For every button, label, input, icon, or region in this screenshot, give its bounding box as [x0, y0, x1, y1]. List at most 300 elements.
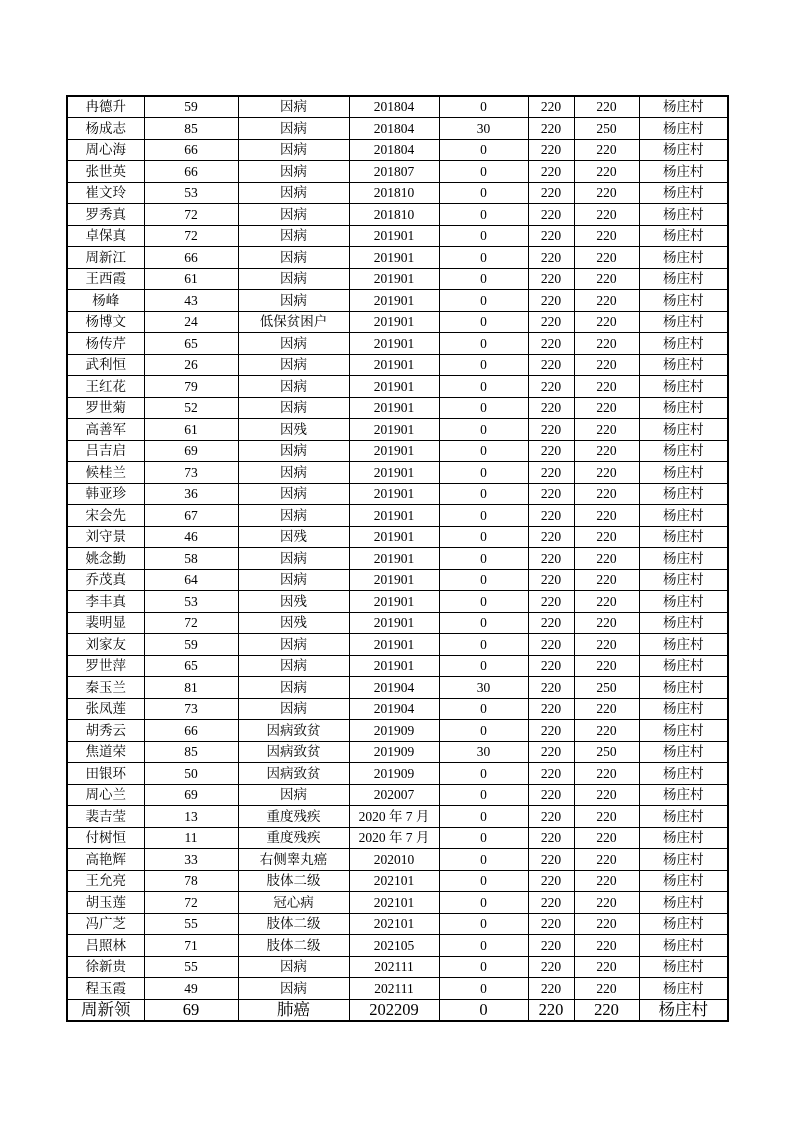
cell-base: 220 [528, 139, 574, 161]
cell-village: 杨庄村 [639, 698, 728, 720]
cell-name: 徐新贵 [67, 956, 144, 978]
cell-name: 周新江 [67, 247, 144, 269]
cell-extra: 0 [439, 247, 528, 269]
cell-age: 64 [144, 569, 238, 591]
cell-age: 13 [144, 806, 238, 828]
cell-base: 220 [528, 96, 574, 118]
cell-age: 66 [144, 247, 238, 269]
cell-name: 裴吉莹 [67, 806, 144, 828]
cell-total: 220 [574, 290, 639, 312]
cell-total: 220 [574, 376, 639, 398]
cell-date: 201909 [349, 720, 439, 742]
cell-extra: 0 [439, 419, 528, 441]
cell-total: 220 [574, 204, 639, 226]
cell-name: 王红花 [67, 376, 144, 398]
cell-village: 杨庄村 [639, 505, 728, 527]
cell-date: 201901 [349, 311, 439, 333]
cell-age: 61 [144, 268, 238, 290]
cell-reason: 重度残疾 [238, 806, 349, 828]
cell-village: 杨庄村 [639, 182, 728, 204]
cell-total: 220 [574, 784, 639, 806]
cell-date: 201901 [349, 397, 439, 419]
cell-reason: 因病 [238, 548, 349, 570]
cell-base: 220 [528, 440, 574, 462]
cell-age: 69 [144, 440, 238, 462]
cell-date: 202105 [349, 935, 439, 957]
cell-reason: 因病 [238, 784, 349, 806]
table-row [67, 311, 728, 333]
cell-name: 罗世萍 [67, 655, 144, 677]
cell-age: 73 [144, 462, 238, 484]
cell-village: 杨庄村 [639, 311, 728, 333]
cell-name: 吕照林 [67, 935, 144, 957]
cell-name: 王西霞 [67, 268, 144, 290]
cell-name: 乔茂真 [67, 569, 144, 591]
cell-total: 220 [574, 182, 639, 204]
cell-reason: 因残 [238, 419, 349, 441]
cell-age: 55 [144, 956, 238, 978]
cell-total: 220 [574, 999, 639, 1021]
cell-reason: 因病致贫 [238, 720, 349, 742]
table-row [67, 505, 728, 527]
cell-name: 宋会先 [67, 505, 144, 527]
cell-name: 刘守景 [67, 526, 144, 548]
cell-name: 裴明显 [67, 612, 144, 634]
cell-reason: 因病 [238, 354, 349, 376]
cell-total: 220 [574, 505, 639, 527]
table-row [67, 397, 728, 419]
cell-extra: 0 [439, 526, 528, 548]
cell-date: 201901 [349, 591, 439, 613]
cell-extra: 0 [439, 612, 528, 634]
cell-reason: 因病 [238, 333, 349, 355]
table-row [67, 569, 728, 591]
cell-total: 220 [574, 591, 639, 613]
cell-reason: 肢体二级 [238, 935, 349, 957]
cell-age: 43 [144, 290, 238, 312]
cell-village: 杨庄村 [639, 225, 728, 247]
cell-base: 220 [528, 225, 574, 247]
cell-age: 66 [144, 139, 238, 161]
cell-name: 高善军 [67, 419, 144, 441]
roster-body [67, 96, 728, 1021]
cell-date: 201901 [349, 548, 439, 570]
cell-total: 250 [574, 118, 639, 140]
cell-extra: 0 [439, 96, 528, 118]
cell-reason: 因病 [238, 956, 349, 978]
cell-date: 202111 [349, 978, 439, 1000]
cell-reason: 重度残疾 [238, 827, 349, 849]
cell-total: 220 [574, 720, 639, 742]
cell-reason: 因病 [238, 376, 349, 398]
cell-name: 刘家友 [67, 634, 144, 656]
subsidy-roster-table [66, 95, 729, 1022]
cell-age: 49 [144, 978, 238, 1000]
cell-total: 220 [574, 956, 639, 978]
cell-extra: 0 [439, 225, 528, 247]
cell-age: 81 [144, 677, 238, 699]
table-row [67, 419, 728, 441]
cell-reason: 因病 [238, 204, 349, 226]
cell-name: 杨博文 [67, 311, 144, 333]
cell-age: 65 [144, 333, 238, 355]
cell-date: 201901 [349, 440, 439, 462]
cell-age: 55 [144, 913, 238, 935]
cell-extra: 0 [439, 354, 528, 376]
cell-reason: 右侧睾丸癌 [238, 849, 349, 871]
cell-reason: 因病 [238, 161, 349, 183]
cell-date: 2020 年 7 月 [349, 806, 439, 828]
cell-total: 250 [574, 677, 639, 699]
cell-total: 220 [574, 913, 639, 935]
cell-reason: 因病 [238, 440, 349, 462]
cell-total: 250 [574, 741, 639, 763]
cell-village: 杨庄村 [639, 763, 728, 785]
cell-name: 罗世菊 [67, 397, 144, 419]
cell-total: 220 [574, 892, 639, 914]
cell-village: 杨庄村 [639, 956, 728, 978]
cell-extra: 0 [439, 268, 528, 290]
cell-base: 220 [528, 118, 574, 140]
table-row [67, 956, 728, 978]
cell-extra: 30 [439, 677, 528, 699]
cell-village: 杨庄村 [639, 569, 728, 591]
cell-village: 杨庄村 [639, 462, 728, 484]
cell-base: 220 [528, 806, 574, 828]
cell-extra: 0 [439, 720, 528, 742]
cell-extra: 0 [439, 440, 528, 462]
cell-village: 杨庄村 [639, 999, 728, 1021]
cell-name: 高艳辉 [67, 849, 144, 871]
cell-name: 秦玉兰 [67, 677, 144, 699]
cell-total: 220 [574, 698, 639, 720]
cell-age: 53 [144, 591, 238, 613]
cell-age: 85 [144, 741, 238, 763]
cell-base: 220 [528, 827, 574, 849]
cell-age: 53 [144, 182, 238, 204]
cell-total: 220 [574, 870, 639, 892]
cell-name: 姚念勤 [67, 548, 144, 570]
table-row [67, 354, 728, 376]
cell-name: 张世英 [67, 161, 144, 183]
cell-age: 24 [144, 311, 238, 333]
cell-base: 220 [528, 720, 574, 742]
cell-reason: 因病 [238, 268, 349, 290]
cell-village: 杨庄村 [639, 290, 728, 312]
cell-reason: 因病 [238, 462, 349, 484]
cell-village: 杨庄村 [639, 591, 728, 613]
cell-extra: 0 [439, 956, 528, 978]
cell-total: 220 [574, 268, 639, 290]
cell-date: 201901 [349, 333, 439, 355]
cell-base: 220 [528, 419, 574, 441]
cell-extra: 0 [439, 763, 528, 785]
cell-age: 46 [144, 526, 238, 548]
cell-date: 201901 [349, 526, 439, 548]
table-row [67, 139, 728, 161]
cell-date: 202111 [349, 956, 439, 978]
cell-village: 杨庄村 [639, 376, 728, 398]
cell-extra: 0 [439, 569, 528, 591]
cell-base: 220 [528, 913, 574, 935]
cell-base: 220 [528, 462, 574, 484]
cell-base: 220 [528, 204, 574, 226]
table-row [67, 677, 728, 699]
cell-village: 杨庄村 [639, 139, 728, 161]
cell-age: 72 [144, 892, 238, 914]
cell-extra: 0 [439, 978, 528, 1000]
cell-age: 26 [144, 354, 238, 376]
cell-extra: 0 [439, 204, 528, 226]
cell-reason: 因病 [238, 505, 349, 527]
cell-extra: 0 [439, 784, 528, 806]
cell-base: 220 [528, 290, 574, 312]
table-row [67, 333, 728, 355]
cell-base: 220 [528, 591, 574, 613]
cell-village: 杨庄村 [639, 935, 728, 957]
cell-base: 220 [528, 505, 574, 527]
cell-village: 杨庄村 [639, 118, 728, 140]
table-row [67, 268, 728, 290]
cell-total: 220 [574, 935, 639, 957]
cell-reason: 因病 [238, 483, 349, 505]
cell-date: 201901 [349, 505, 439, 527]
cell-date: 202010 [349, 849, 439, 871]
table-row [67, 827, 728, 849]
cell-name: 付树恒 [67, 827, 144, 849]
cell-base: 220 [528, 634, 574, 656]
cell-total: 220 [574, 978, 639, 1000]
cell-reason: 冠心病 [238, 892, 349, 914]
cell-name: 候桂兰 [67, 462, 144, 484]
cell-reason: 因病 [238, 247, 349, 269]
cell-reason: 因病致贫 [238, 763, 349, 785]
cell-village: 杨庄村 [639, 268, 728, 290]
cell-age: 72 [144, 225, 238, 247]
cell-date: 202007 [349, 784, 439, 806]
cell-total: 220 [574, 526, 639, 548]
cell-base: 220 [528, 677, 574, 699]
cell-total: 220 [574, 96, 639, 118]
cell-extra: 0 [439, 139, 528, 161]
cell-date: 201901 [349, 268, 439, 290]
cell-village: 杨庄村 [639, 849, 728, 871]
cell-reason: 因病 [238, 397, 349, 419]
cell-total: 220 [574, 161, 639, 183]
cell-extra: 0 [439, 290, 528, 312]
cell-total: 220 [574, 569, 639, 591]
cell-reason: 因病 [238, 698, 349, 720]
cell-base: 220 [528, 333, 574, 355]
cell-age: 69 [144, 999, 238, 1021]
cell-age: 52 [144, 397, 238, 419]
cell-reason: 肢体二级 [238, 870, 349, 892]
cell-reason: 肺癌 [238, 999, 349, 1021]
cell-date: 201901 [349, 290, 439, 312]
cell-date: 201901 [349, 655, 439, 677]
cell-name: 李丰真 [67, 591, 144, 613]
cell-age: 59 [144, 634, 238, 656]
table-row [67, 548, 728, 570]
cell-village: 杨庄村 [639, 827, 728, 849]
cell-extra: 0 [439, 462, 528, 484]
cell-base: 220 [528, 268, 574, 290]
cell-reason: 因病 [238, 655, 349, 677]
cell-name: 杨峰 [67, 290, 144, 312]
cell-extra: 0 [439, 161, 528, 183]
cell-base: 220 [528, 892, 574, 914]
cell-age: 65 [144, 655, 238, 677]
cell-base: 220 [528, 247, 574, 269]
cell-age: 11 [144, 827, 238, 849]
cell-base: 220 [528, 849, 574, 871]
cell-total: 220 [574, 139, 639, 161]
cell-reason: 因病 [238, 225, 349, 247]
cell-extra: 0 [439, 892, 528, 914]
table-row [67, 655, 728, 677]
cell-age: 59 [144, 96, 238, 118]
cell-base: 220 [528, 397, 574, 419]
cell-name: 胡秀云 [67, 720, 144, 742]
cell-extra: 0 [439, 483, 528, 505]
cell-extra: 0 [439, 634, 528, 656]
cell-name: 韩亚珍 [67, 483, 144, 505]
cell-total: 220 [574, 225, 639, 247]
cell-village: 杨庄村 [639, 720, 728, 742]
cell-base: 220 [528, 569, 574, 591]
cell-extra: 0 [439, 655, 528, 677]
cell-reason: 因病 [238, 634, 349, 656]
cell-date: 202101 [349, 913, 439, 935]
cell-date: 201901 [349, 612, 439, 634]
table-row [67, 913, 728, 935]
table-row [67, 784, 728, 806]
cell-date: 201904 [349, 698, 439, 720]
cell-village: 杨庄村 [639, 548, 728, 570]
cell-date: 201901 [349, 376, 439, 398]
table-row [67, 741, 728, 763]
cell-base: 220 [528, 999, 574, 1021]
cell-reason: 肢体二级 [238, 913, 349, 935]
cell-base: 220 [528, 548, 574, 570]
cell-reason: 因病 [238, 139, 349, 161]
cell-total: 220 [574, 333, 639, 355]
table-row [67, 376, 728, 398]
cell-extra: 0 [439, 376, 528, 398]
cell-age: 73 [144, 698, 238, 720]
cell-extra: 0 [439, 999, 528, 1021]
cell-village: 杨庄村 [639, 354, 728, 376]
table-row [67, 720, 728, 742]
cell-reason: 因病 [238, 569, 349, 591]
table-row [67, 698, 728, 720]
table-row [67, 483, 728, 505]
cell-total: 220 [574, 419, 639, 441]
cell-date: 202101 [349, 892, 439, 914]
table-row [67, 290, 728, 312]
cell-reason: 因病 [238, 290, 349, 312]
cell-total: 220 [574, 827, 639, 849]
table-row [67, 849, 728, 871]
table-row [67, 96, 728, 118]
cell-total: 220 [574, 612, 639, 634]
cell-village: 杨庄村 [639, 526, 728, 548]
cell-total: 220 [574, 806, 639, 828]
cell-reason: 因残 [238, 612, 349, 634]
cell-name: 崔文玲 [67, 182, 144, 204]
cell-age: 67 [144, 505, 238, 527]
table-row [67, 161, 728, 183]
cell-village: 杨庄村 [639, 913, 728, 935]
cell-date: 202101 [349, 870, 439, 892]
table-row [67, 182, 728, 204]
cell-extra: 0 [439, 591, 528, 613]
table-row [67, 892, 728, 914]
cell-date: 201904 [349, 677, 439, 699]
cell-date: 201901 [349, 247, 439, 269]
cell-reason: 因病致贫 [238, 741, 349, 763]
cell-total: 220 [574, 311, 639, 333]
cell-base: 220 [528, 311, 574, 333]
cell-name: 冯广芝 [67, 913, 144, 935]
table-row [67, 806, 728, 828]
cell-reason: 因病 [238, 677, 349, 699]
cell-date: 201901 [349, 354, 439, 376]
cell-total: 220 [574, 397, 639, 419]
table-row [67, 978, 728, 1000]
cell-base: 220 [528, 935, 574, 957]
cell-age: 66 [144, 161, 238, 183]
cell-base: 220 [528, 978, 574, 1000]
table-row [67, 634, 728, 656]
cell-name: 张凤莲 [67, 698, 144, 720]
cell-reason: 低保贫困户 [238, 311, 349, 333]
cell-base: 220 [528, 612, 574, 634]
cell-date: 201804 [349, 96, 439, 118]
cell-extra: 30 [439, 741, 528, 763]
cell-base: 220 [528, 483, 574, 505]
cell-name: 王允亮 [67, 870, 144, 892]
cell-name: 周心海 [67, 139, 144, 161]
cell-extra: 0 [439, 397, 528, 419]
cell-base: 220 [528, 784, 574, 806]
cell-date: 201901 [349, 419, 439, 441]
cell-extra: 0 [439, 806, 528, 828]
cell-village: 杨庄村 [639, 96, 728, 118]
cell-base: 220 [528, 161, 574, 183]
cell-name: 周新领 [67, 999, 144, 1021]
cell-name: 田银环 [67, 763, 144, 785]
cell-extra: 0 [439, 311, 528, 333]
table-row [67, 462, 728, 484]
cell-extra: 30 [439, 118, 528, 140]
cell-reason: 因病 [238, 118, 349, 140]
cell-base: 220 [528, 182, 574, 204]
cell-extra: 0 [439, 870, 528, 892]
cell-village: 杨庄村 [639, 612, 728, 634]
cell-date: 201901 [349, 569, 439, 591]
cell-reason: 因病 [238, 96, 349, 118]
table-row [67, 225, 728, 247]
cell-name: 吕吉启 [67, 440, 144, 462]
cell-date: 201807 [349, 161, 439, 183]
cell-total: 220 [574, 483, 639, 505]
cell-date: 202209 [349, 999, 439, 1021]
cell-extra: 0 [439, 548, 528, 570]
table-row [67, 526, 728, 548]
cell-total: 220 [574, 440, 639, 462]
cell-extra: 0 [439, 698, 528, 720]
